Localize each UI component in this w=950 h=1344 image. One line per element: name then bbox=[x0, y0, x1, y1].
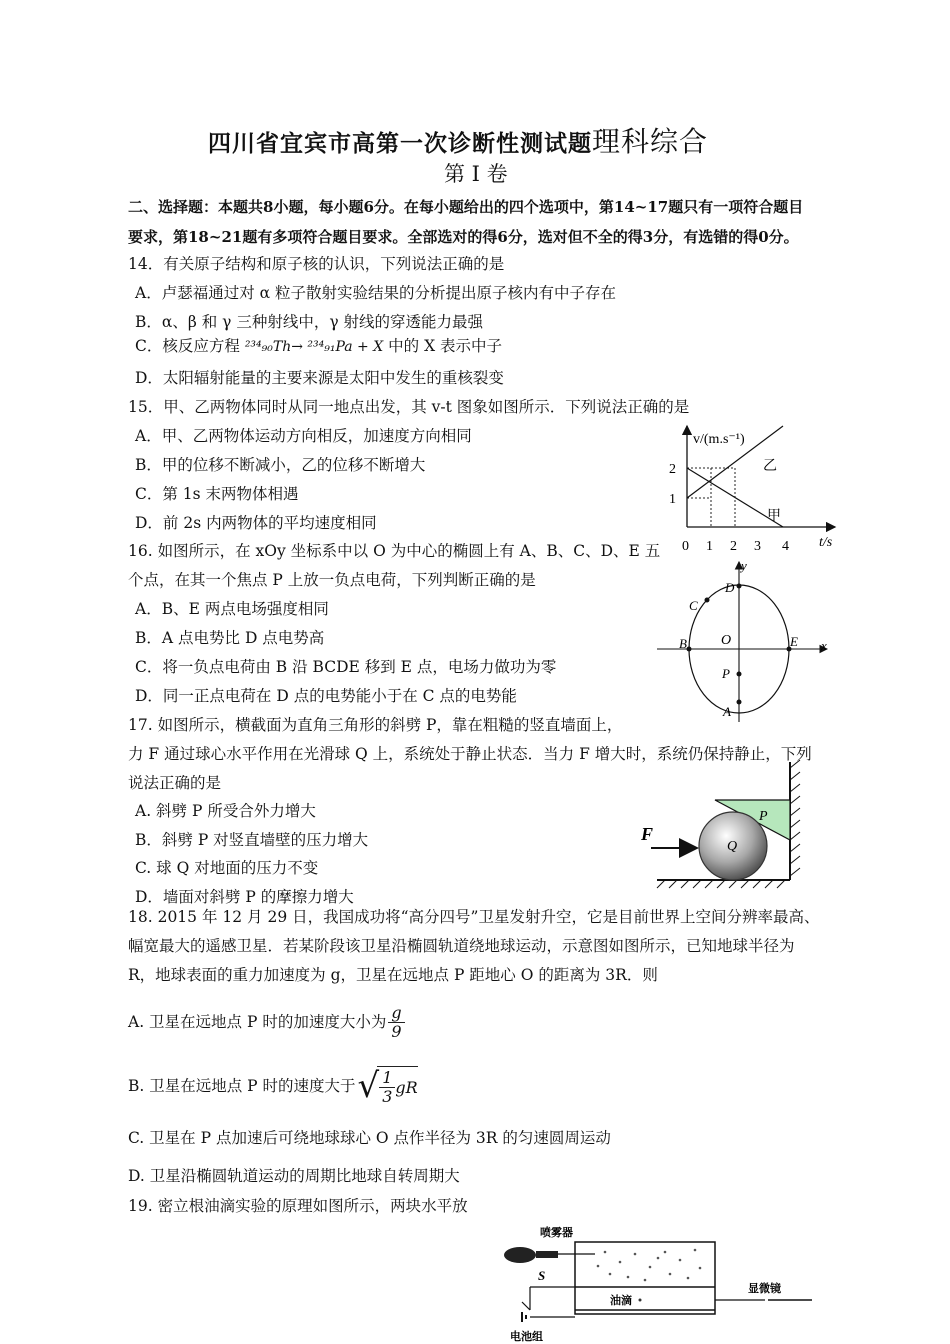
point-d bbox=[737, 584, 742, 589]
q16-stem-line-2: 个点，在其一个焦点 P 上放一负点电荷，下列判断正确的是 bbox=[128, 571, 536, 589]
ellipse-label-p: P bbox=[722, 666, 730, 681]
q16-option-a: A．B、E 两点电场强度相同 bbox=[135, 600, 329, 618]
q15-stem: 15．甲、乙两物体同时从同一地点出发，其 v-t 图象如图所示．下列说法正确的是 bbox=[128, 398, 690, 416]
microscope-label: 显微镜 bbox=[748, 1283, 781, 1295]
q18-frac-a-num: g bbox=[388, 1004, 404, 1023]
ball-label: Q bbox=[727, 839, 738, 854]
q18-option-a-text: A. 卫星在远地点 P 时的加速度大小为 bbox=[128, 1013, 387, 1031]
chamber bbox=[575, 1242, 715, 1314]
q14-option-c-prefix: C．核反应方程 bbox=[135, 337, 240, 355]
q15-option-b: B．甲的位移不断减小，乙的位移不断增大 bbox=[135, 456, 426, 474]
title-main: 四川省宜宾市高第一次诊断性测试题 bbox=[208, 130, 592, 157]
q18-stem-line-2: 幅宽最大的遥感卫星．若某阶段该卫星沿椭圆轨道绕地球运动，示意图如图所示，已知地球半径为 bbox=[128, 937, 795, 955]
title-subject: 理科综合 bbox=[592, 125, 709, 158]
droplet-label: 油滴 bbox=[610, 1295, 632, 1307]
q18-sqrt-content bbox=[377, 1066, 417, 1106]
ground-hatching bbox=[657, 880, 785, 888]
q14-option-c bbox=[135, 336, 502, 357]
switch-label: S bbox=[538, 1268, 546, 1283]
ellipse-label-b: B bbox=[679, 636, 687, 651]
sprayer-nozzle bbox=[536, 1251, 558, 1258]
wedge-ball-figure bbox=[635, 758, 815, 890]
q15-option-c: C．第 1s 末两物体相遇 bbox=[135, 485, 299, 503]
vt-ytick-1: 1 bbox=[669, 492, 676, 507]
q14-nuclear-equation: ²³⁴₉₀Th→ ²³⁴₉₁Pa + X bbox=[244, 339, 384, 355]
wall-hatching bbox=[790, 760, 800, 876]
vt-xtick-2: 2 bbox=[730, 539, 737, 554]
q18-fraction-1-3 bbox=[379, 1069, 395, 1106]
q18-stem-line-3: R，地球表面的重力加速度为 g，卫星在远地点 P 距地心 O 的距离为 3R．则 bbox=[128, 966, 658, 984]
wedge-label: P bbox=[759, 809, 768, 824]
q18-frac-b-num: 1 bbox=[379, 1069, 395, 1088]
page-title bbox=[208, 120, 708, 160]
q16-option-c: C．将一负点电荷由 B 沿 BCDE 移到 E 点，电场力做功为零 bbox=[135, 658, 557, 676]
q18-frac-b-den: 3 bbox=[382, 1087, 393, 1106]
q17-option-d: D．墙面对斜劈 P 的摩擦力增大 bbox=[135, 888, 354, 906]
q17-stem-line-3: 说法正确的是 bbox=[128, 774, 222, 792]
q19-stem: 19. 密立根油滴实验的原理如图所示，两块水平放 bbox=[128, 1197, 468, 1215]
instructions-line-1: 二、选择题：本题共8小题，每小题6分。在每小题给出的四个选项中，第14~17题只有一项符合题目 bbox=[128, 198, 804, 216]
q17-option-a: A. 斜劈 P 所受合外力增大 bbox=[135, 802, 316, 820]
q17-option-c: C. 球 Q 对地面的压力不变 bbox=[135, 859, 319, 877]
q18-gr: gR bbox=[395, 1077, 418, 1097]
q18-stem-line-1: 18. 2015 年 12 月 29 日，我国成功将“高分四号”卫星发射升空，它是目前世界上空间分辨率最高、 bbox=[128, 908, 820, 926]
ellipse-label-d: D bbox=[725, 580, 735, 595]
point-p bbox=[737, 672, 742, 677]
q16-option-d: D．同一正点电荷在 D 点的电势能小于在 C 点的电势能 bbox=[135, 687, 517, 705]
vt-xtick-0: 0 bbox=[682, 539, 689, 554]
q18-option-c: C. 卫星在 P 点加速后可绕地球球心 O 点作半径为 3R 的匀速圆周运动 bbox=[128, 1129, 611, 1147]
ellipse-label-e: E bbox=[790, 634, 798, 649]
q18-fraction-g-9 bbox=[388, 1004, 404, 1041]
instructions-line-2: 要求，第18~21题有多项符合题目要求。全部选对的得6分，选对但不全的得3分，有选错的得0分。 bbox=[128, 228, 799, 246]
q18-option-d: D. 卫星沿椭圆轨道运动的周期比地球自转周期大 bbox=[128, 1167, 460, 1185]
force-label: F bbox=[641, 824, 654, 844]
ellipse-label-o: O bbox=[721, 633, 732, 648]
millikan-figure bbox=[500, 1222, 820, 1344]
vt-xtick-4: 4 bbox=[782, 539, 789, 554]
vt-label-yi: 乙 bbox=[763, 459, 777, 474]
q17-stem-line-2: 力 F 通过球心水平作用在光滑球 Q 上，系统处于静止状态．当力 F 增大时，系统仍保持静止，下列 bbox=[128, 745, 812, 763]
ellipse-label-c: C bbox=[689, 598, 698, 613]
q15-option-a: A．甲、乙两物体运动方向相反，加速度方向相同 bbox=[135, 427, 472, 445]
q17-option-b: B．斜劈 P 对竖直墙壁的压力增大 bbox=[135, 831, 369, 849]
point-a bbox=[737, 700, 742, 705]
switch-blade bbox=[522, 1302, 530, 1310]
point-c bbox=[705, 598, 710, 603]
q18-frac-a-den: 9 bbox=[391, 1021, 402, 1041]
vt-xlabel: t/s bbox=[819, 535, 833, 550]
vt-ytick-2: 2 bbox=[669, 462, 676, 477]
q16-stem-line-1: 16. 如图所示，在 xOy 坐标系中以 O 为中心的椭圆上有 A、B、C、D、E 五 bbox=[128, 542, 661, 560]
observed-droplet bbox=[639, 1299, 642, 1302]
volume-label: 第 I 卷 bbox=[444, 162, 508, 186]
ellipse-label-y: y bbox=[741, 558, 747, 573]
q14-option-b: B．α、β 和 γ 三种射线中，γ 射线的穿透能力最强 bbox=[135, 313, 484, 331]
ellipse-label-x: x bbox=[821, 638, 827, 653]
q15-option-d: D．前 2s 内两物体的平均速度相同 bbox=[135, 514, 377, 532]
vt-label-jia: 甲 bbox=[767, 509, 781, 524]
vt-xtick-1: 1 bbox=[706, 539, 713, 554]
q14-option-d: D．太阳辐射能量的主要来源是太阳中发生的重核裂变 bbox=[135, 369, 504, 387]
q14-stem: 14．有关原子结构和原子核的认识，下列说法正确的是 bbox=[128, 255, 505, 273]
sprayer-label: 喷雾器 bbox=[540, 1227, 573, 1239]
q18-option-b bbox=[128, 1060, 418, 1112]
q14-option-c-suffix: 中的 X 表示中子 bbox=[388, 337, 503, 355]
sprayer-bulb bbox=[504, 1247, 536, 1263]
vt-ylabel: v/(m.s⁻¹) bbox=[693, 432, 745, 447]
ellipse-label-a: A bbox=[723, 704, 731, 719]
battery-label: 电池组 bbox=[510, 1331, 543, 1343]
q16-option-b: B．A 点电势比 D 点电势高 bbox=[135, 629, 325, 647]
vt-xtick-3: 3 bbox=[754, 539, 761, 554]
ellipse-figure bbox=[655, 556, 835, 726]
point-b bbox=[687, 647, 692, 652]
oil-droplets bbox=[597, 1249, 702, 1282]
q18-option-b-text: B. 卫星在远地点 P 时的速度大于 bbox=[128, 1077, 356, 1095]
q14-option-a: A．卢瑟福通过对 α 粒子散射实验结果的分析提出原子核内有中子存在 bbox=[135, 284, 617, 302]
q18-option-a bbox=[128, 1000, 405, 1044]
q17-stem-line-1: 17. 如图所示，横截面为直角三角形的斜劈 P，靠在粗糙的竖直墙面上， bbox=[128, 716, 623, 734]
sqrt-symbol: √ bbox=[357, 1066, 380, 1106]
vt-graph bbox=[655, 420, 845, 560]
